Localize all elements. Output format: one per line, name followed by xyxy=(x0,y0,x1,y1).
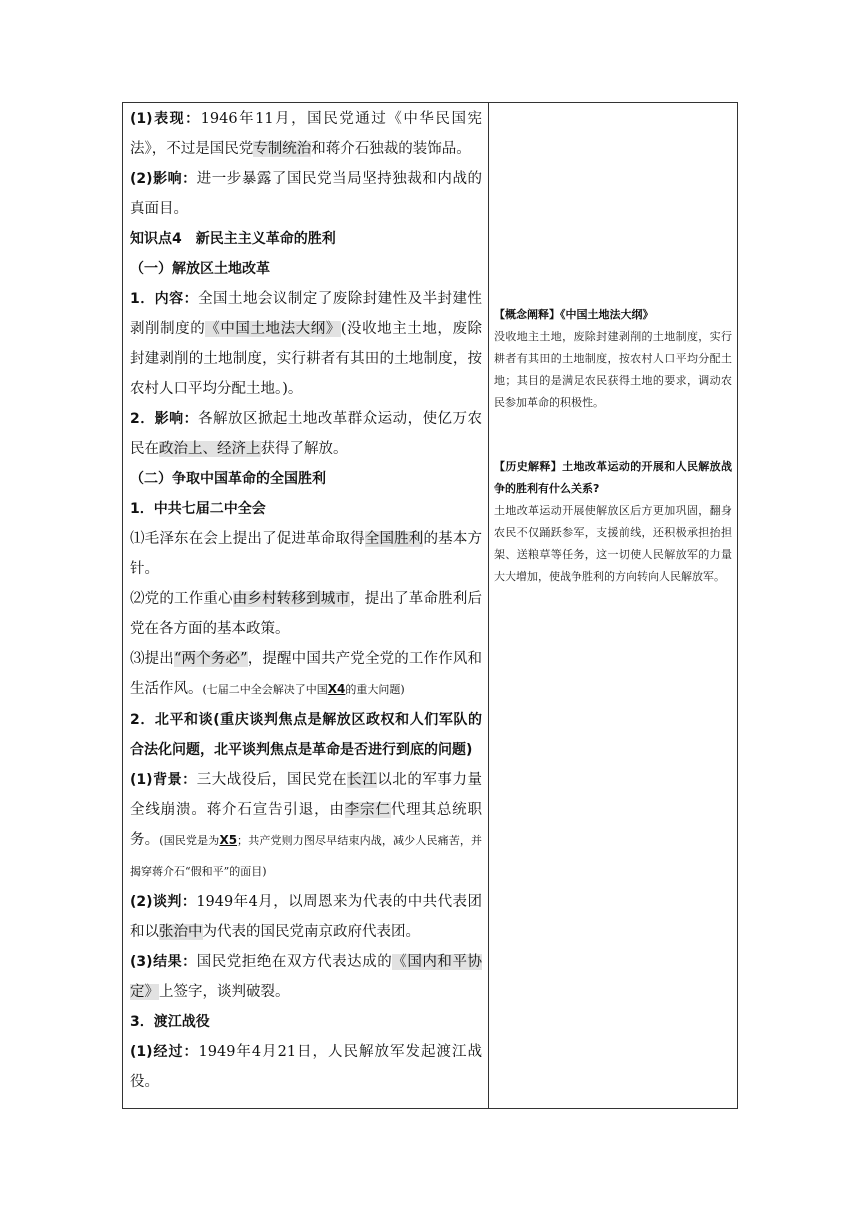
fill-blank-x5: X5 xyxy=(219,833,238,847)
paragraph-manifestation: (1)表现：1946年11月，国民党通过《中华民国宪法》，不过是国民党专制统治和蒋介石独裁的装饰品。 xyxy=(130,111,482,157)
paragraph-impact: (2)影响：进一步暴露了国民党当局坚持独裁和内战的真面目。 xyxy=(130,171,482,217)
subheading-plenum: 1．中共七届二中全会 xyxy=(130,501,266,517)
concept-text: 没收地主土地，废除封建剥削的土地制度，实行耕者有其田的土地制度，按农村人口平均分配土地；其目的是满足农民获得土地的要求，调动农民参加革命的积极性。 xyxy=(494,330,732,409)
paragraph-land-impact: 2．影响：各解放区掀起土地改革群众运动，使亿万农民在政治上、经济上获得了解放。 xyxy=(130,411,482,457)
history-text: 土地改革运动开展使解放区后方更加巩固，翻身农民不仅踊跃参军，支援前线，还积极承担抬担架、送粮草等任务，这一切使人民解放军的力量大大增加，使战争胜利的方向转向人民解放军。 xyxy=(494,504,732,583)
column-divider xyxy=(488,102,489,1109)
section-heading-land-reform: （一）解放区土地改革 xyxy=(130,261,270,277)
paragraph-result: (3)结果：国民党拒绝在双方代表达成的《国内和平协定》上签字，谈判破裂。 xyxy=(130,954,482,1000)
paragraph-process: (1)经过：1949年4月21日，人民解放军发起渡江战役。 xyxy=(130,1044,482,1090)
subheading-river-crossing: 3．渡江战役 xyxy=(130,1014,210,1030)
plenum-item-3: ⑶提出“两个务必”，提醒中国共产党全党的工作作风和生活作风。(七届二中全会解决了中国X4的重大问题) xyxy=(130,651,483,697)
concept-title: 【概念阐释】《中国土地法大纲》 xyxy=(494,308,654,321)
main-column xyxy=(130,104,482,1097)
paragraph-negotiation: (2)谈判：1949年4月，以周恩来为代表的中共代表团和以张治中为代表的国民党南京政府代表团。 xyxy=(130,894,482,940)
knowledge-point-heading: 知识点4 新民主主义革命的胜利 xyxy=(130,231,336,247)
subheading-peace-talks: 2．北平和谈(重庆谈判焦点是解放区政权和人们军队的合法化问题，北平谈判焦点是革命是否进行到底的问题) xyxy=(130,712,482,758)
fill-blank-x4: X4 xyxy=(327,682,346,696)
history-note xyxy=(494,456,732,588)
section-heading-victory: （二）争取中国革命的全国胜利 xyxy=(130,471,326,487)
paragraph-content: 1．内容：全国土地会议制定了废除封建性及半封建性剥削制度的《中国土地法大纲》(没收地主土地，废除封建剥削的土地制度，实行耕者有其田的土地制度，按农村人口平均分配土地。)。 xyxy=(130,291,483,397)
plenum-item-1: ⑴毛泽东在会上提出了促进革命取得全国胜利的基本方针。 xyxy=(130,531,483,577)
concept-note xyxy=(494,304,732,414)
paragraph-background: (1)背景：三大战役后，国民党在长江以北的军事力量全线崩溃。蒋介石宣告引退，由李宗仁代理其总统职务。(国民党是为X5；共产党则力图尽早结束内战，减少人民痛苦，并揭穿蒋介石“假和平”的面目) xyxy=(130,772,483,878)
history-title: 【历史解释】土地改革运动的开展和人民解放战争的胜利有什么关系? xyxy=(494,460,732,495)
plenum-item-2: ⑵党的工作重心由乡村转移到城市，提出了革命胜利后党在各方面的基本政策。 xyxy=(130,591,482,637)
